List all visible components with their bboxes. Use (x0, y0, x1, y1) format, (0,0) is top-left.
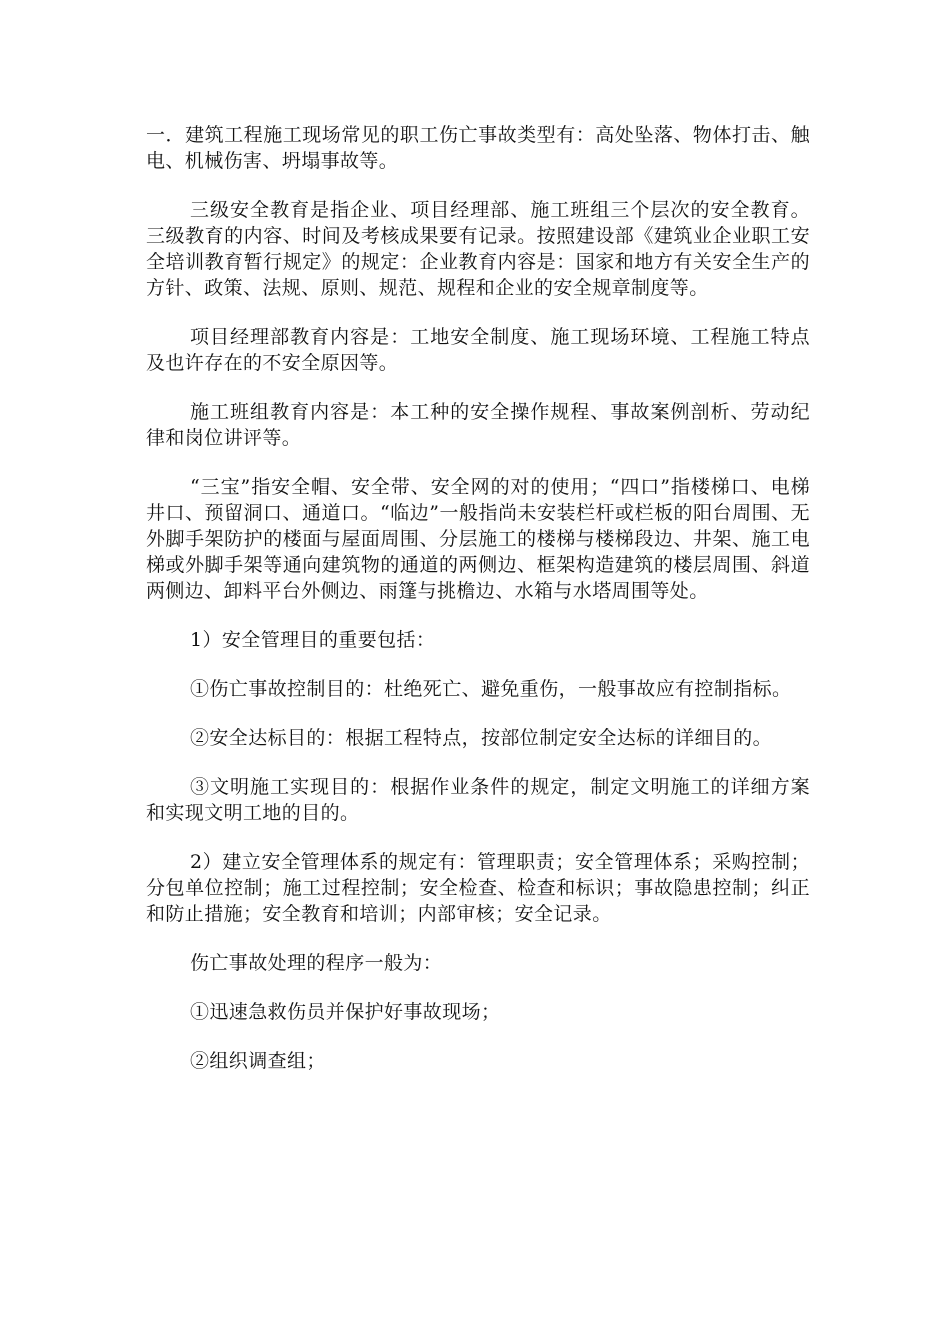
paragraph-procedure-step-2: ②组织调查组； (190, 1050, 326, 1072)
document-page (146, 122, 810, 1097)
paragraph-safety-system-requirements: 2）建立安全管理体系的规定有：管理职责；安全管理体系；采购控制；分包单位控制；施工过程控制；安全检查、检查和标识；事故隐患控制；纠正和防止措施；安全教育和培训；内部审核；安全记录。 (146, 851, 810, 925)
paragraph-three-treasures-four-openings: “三宝”指安全帽、安全带、安全网的对的使用；“四口”指楼梯口、电梯井口、预留洞口、通道口。“临边”一般指尚未安装栏杆或栏板的阳台周围、无外脚手架防护的楼面与屋面周围、分层施工的楼梯与楼梯段边、井架、施工电梯或外脚手架等通向建筑物的通道的两侧边、框架构造建筑的楼层周围、斜道两侧边、卸料平台外侧边、雨篷与挑檐边、水箱与水塔周围等处。 (146, 476, 810, 602)
paragraph-civilized-construction-goal: ③文明施工实现目的：根据作业条件的规定，制定文明施工的详细方案和实现文明工地的目的。 (146, 776, 810, 824)
paragraph-safety-goals-heading: 1）安全管理目的重要包括： (190, 629, 436, 651)
paragraph-team-education: 施工班组教育内容是：本工种的安全操作规程、事故案例剖析、劳动纪律和岗位讲评等。 (146, 401, 810, 449)
paragraph-project-dept-education: 项目经理部教育内容是：工地安全制度、施工现场环境、工程施工特点及也许存在的不安全原因等。 (146, 326, 810, 374)
paragraph-accident-procedure-heading: 伤亡事故处理的程序一般为： (190, 952, 443, 974)
paragraph-casualty-control-goal: ①伤亡事故控制目的：杜绝死亡、避免重伤，一般事故应有控制指标。 (190, 678, 792, 700)
paragraph-three-level-education: 三级安全教育是指企业、项目经理部、施工班组三个层次的安全教育。三级教育的内容、时间及考核成果要有记录。按照建设部《建筑业企业职工安全培训教育暂行规定》的规定：企业教育内容是：国家和地方有关安全生产的方针、政策、法规、原则、规范、规程和企业的安全规章制度等。 (146, 199, 810, 299)
paragraph-accident-types: 一．建筑工程施工现场常见的职工伤亡事故类型有：高处坠落、物体打击、触电、机械伤害、坍塌事故等。 (146, 124, 810, 172)
paragraph-procedure-step-1: ①迅速急救伤员并保护好事故现场； (190, 1001, 501, 1023)
paragraph-safety-standard-goal: ②安全达标目的：根据工程特点，按部位制定安全达标的详细目的。 (190, 727, 773, 749)
